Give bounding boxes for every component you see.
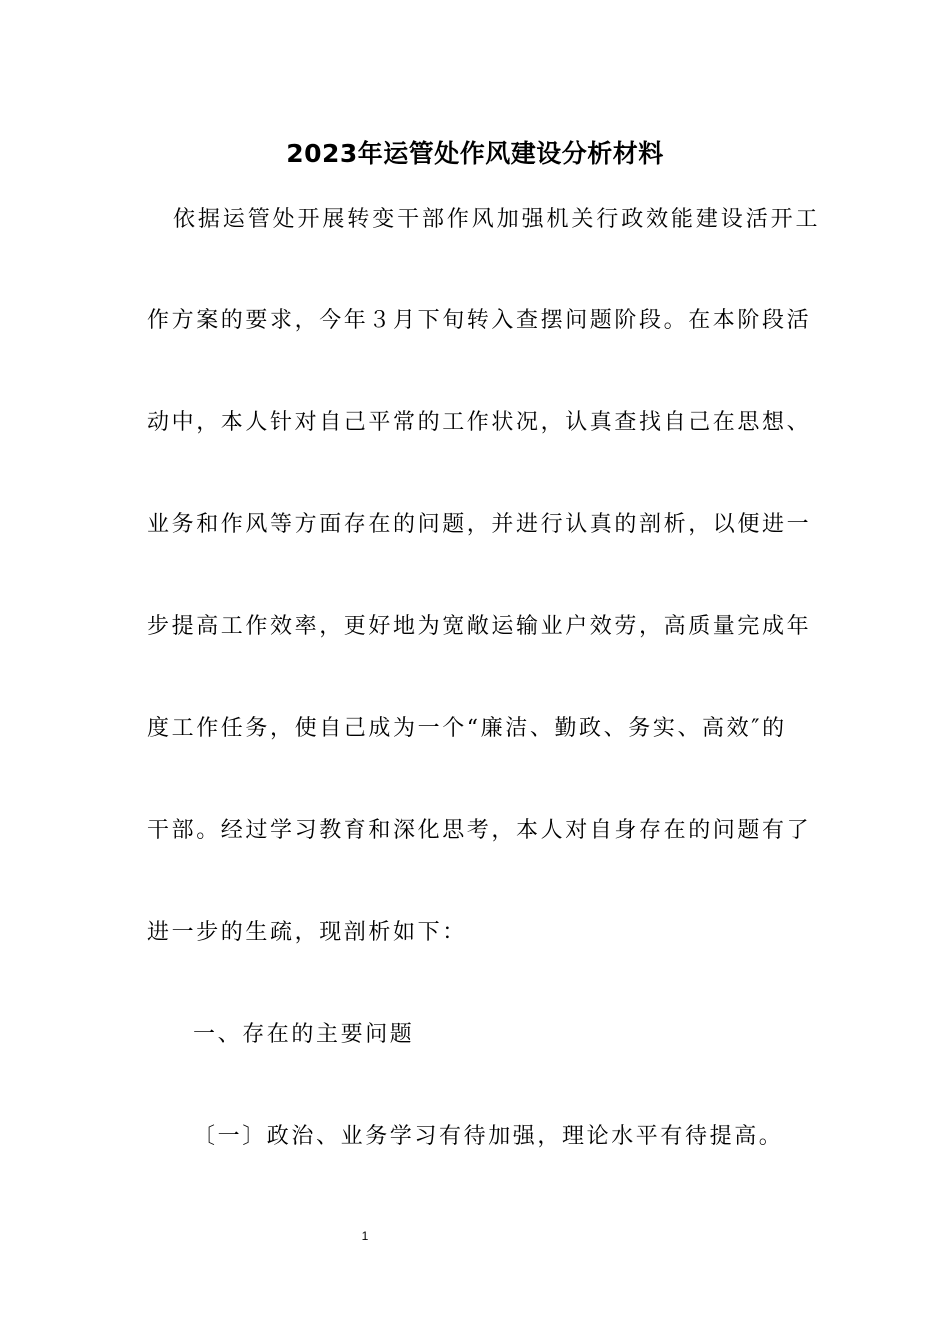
paragraph-line-6: 度工作任务，使自己成为一个“廉洁、勤政、务实、高效″的: [147, 716, 787, 741]
paragraph-line-7: 干部。经过学习教育和深化思考，本人对自身存在的问题有了: [147, 818, 812, 843]
page-number: 1: [361, 1229, 369, 1243]
paragraph-line-3: 动中，本人针对自己平常的工作状况，认真查找自己在思想、: [147, 410, 812, 435]
paragraph-line-1: 依据运管处开展转变干部作风加强机关行政效能建设活开工: [173, 207, 821, 232]
document-title: 2023年运管处作风建设分析材料: [286, 139, 664, 168]
section-heading: 一、存在的主要问题: [193, 1022, 415, 1047]
paragraph-line-5: 步提高工作效率，更好地为宽敞运输业户效劳，高质量完成年: [147, 614, 812, 639]
subsection-heading: 〔一〕政治、业务学习有待加强，理论水平有待提高。: [193, 1124, 784, 1149]
paragraph-line-8: 进一步的生疏，现剖析如下：: [147, 920, 467, 945]
paragraph-line-2: 作方案的要求，今年３月下旬转入查摆问题阶段。在本阶段活: [147, 308, 812, 333]
paragraph-line-4: 业务和作风等方面存在的问题，并进行认真的剖析，以便进一: [147, 512, 812, 537]
